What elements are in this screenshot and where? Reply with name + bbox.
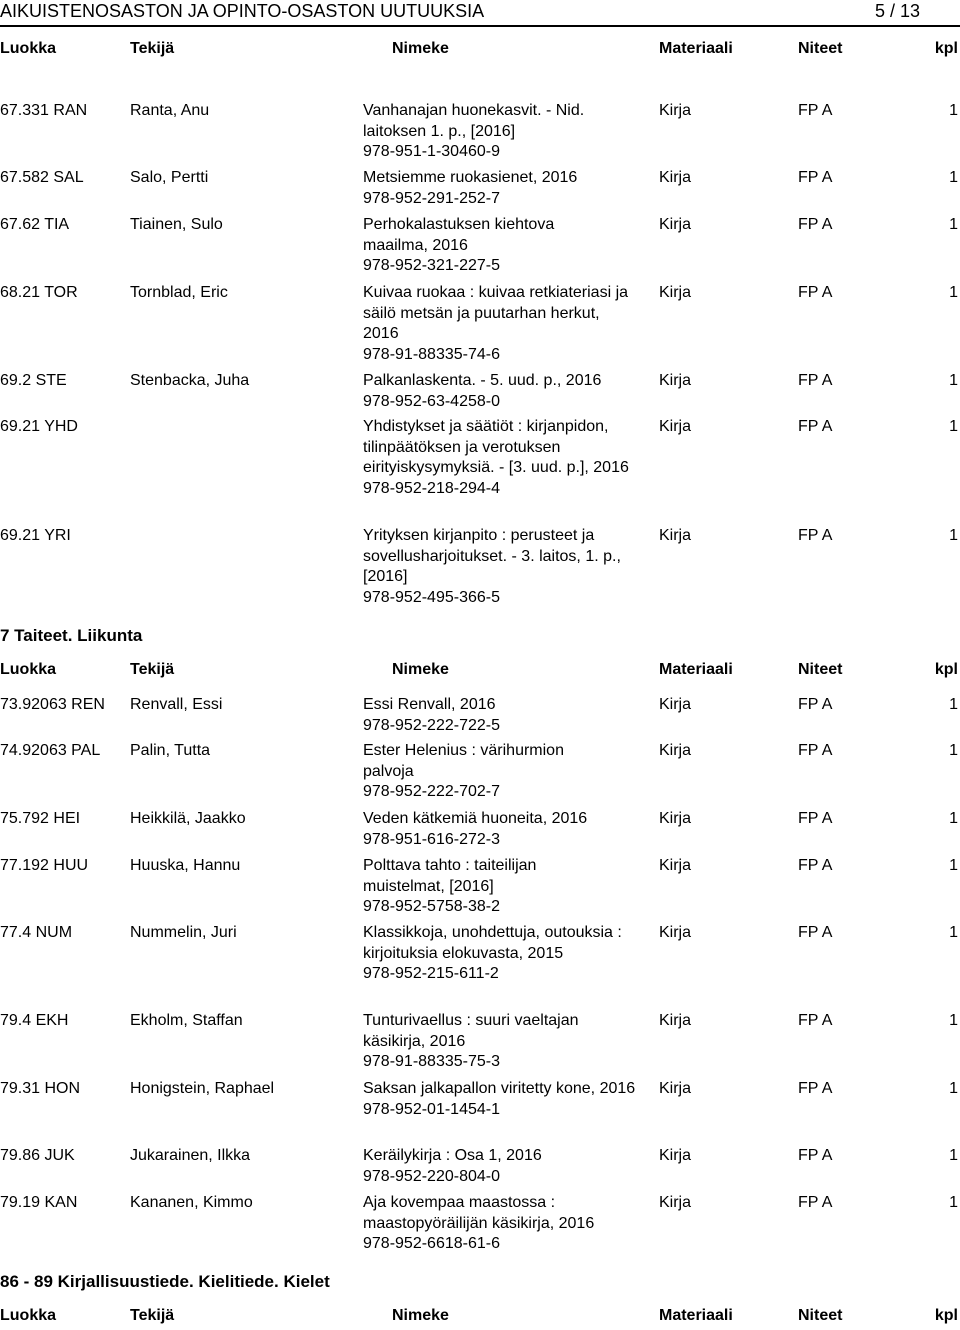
tekija-cell: Stenbacka, Juha: [130, 372, 250, 389]
col-luokka: Luokka: [0, 40, 57, 57]
title-text: Kuivaa ruokaa : kuivaa retkiateriasi ja säilö metsän ja puutarhan herkut, 2016: [363, 284, 629, 342]
isbn-text: 978-952-321-227-5: [363, 257, 500, 274]
materiaali-cell: Kirja: [659, 742, 692, 759]
materiaali-cell: Kirja: [659, 418, 692, 435]
isbn-text: 978-952-291-252-7: [363, 189, 500, 207]
materiaali-cell: Kirja: [659, 216, 692, 233]
page-header: [0, 0, 960, 24]
header-divider: [0, 25, 960, 27]
nimeke-cell: [363, 741, 653, 803]
luokka-cell: 73.92063 REN: [0, 696, 105, 713]
col-nimeke: Nimeke: [392, 40, 449, 57]
isbn-text: 978-952-215-611-2: [363, 965, 499, 982]
col-kpl: kpl: [934, 1307, 958, 1324]
col-tekija: Tekijä: [130, 1307, 175, 1324]
title-text: Yrityksen kirjanpito : perusteet ja sovellusharjoitukset. - 3. laitos, 1. p., [2016]: [363, 527, 621, 585]
kpl-cell: 1: [949, 284, 958, 301]
materiaali-cell: Kirja: [659, 102, 692, 119]
niteet-cell: FP A: [798, 418, 833, 435]
tekija-cell: Tiainen, Sulo: [130, 216, 223, 233]
materiaali-cell: Kirja: [659, 284, 692, 301]
nimeke-cell: [363, 371, 653, 412]
kpl-cell: 1: [949, 857, 958, 874]
tekija-cell: Renvall, Essi: [130, 696, 223, 713]
kpl-cell: 1: [949, 216, 958, 233]
niteet-cell: FP A: [798, 527, 833, 544]
isbn-text: 978-952-63-4258-0: [363, 392, 500, 410]
materiaali-cell: Kirja: [659, 169, 692, 186]
tekija-cell: Palin, Tutta: [130, 742, 211, 759]
col-materiaali: Materiaali: [659, 40, 733, 57]
nimeke-cell: [363, 417, 653, 499]
luokka-cell: 67.62 TIA: [0, 216, 70, 233]
isbn-text: 978-91-88335-74-6: [363, 345, 500, 363]
nimeke-cell: [363, 283, 653, 365]
luokka-cell: 68.21 TOR: [0, 284, 78, 301]
niteet-cell: FP A: [798, 810, 833, 827]
luokka-cell: 74.92063 PAL: [0, 742, 101, 759]
luokka-cell: 67.582 SAL: [0, 169, 84, 186]
kpl-cell: 1: [949, 1147, 958, 1164]
niteet-cell: FP A: [798, 1080, 833, 1097]
column-header-row: [0, 39, 960, 61]
tekija-cell: Heikkilä, Jaakko: [130, 810, 246, 827]
section-title: 86 - 89 Kirjallisuustiede. Kielitiede. Kielet: [0, 1272, 330, 1291]
nimeke-cell: [363, 1193, 653, 1255]
title-text: Vanhanajan huonekasvit. - Nid. laitoksen 1. p., [2016]: [363, 102, 585, 140]
kpl-cell: 1: [949, 696, 958, 713]
col-niteet: Niteet: [798, 661, 843, 678]
materiaali-cell: Kirja: [659, 810, 692, 827]
luokka-cell: 79.86 JUK: [0, 1147, 75, 1164]
title-text: Essi Renvall, 2016: [363, 696, 496, 713]
col-tekija: Tekijä: [130, 40, 175, 57]
luokka-cell: 77.4 NUM: [0, 924, 73, 941]
tekija-cell: Tornblad, Eric: [130, 284, 228, 301]
niteet-cell: FP A: [798, 284, 833, 301]
luokka-cell: 79.19 KAN: [0, 1194, 78, 1211]
tekija-cell: Honigstein, Raphael: [130, 1080, 275, 1097]
title-text: Tunturivaellus : suuri vaeltajan käsikirja, 2016: [363, 1012, 579, 1050]
title-text: Polttava tahto : taiteilijan muistelmat, [2016]: [363, 857, 537, 895]
nimeke-cell: [363, 1079, 653, 1120]
col-niteet: Niteet: [798, 40, 843, 57]
page-number: 5 / 13: [874, 1, 920, 21]
niteet-cell: FP A: [798, 102, 833, 119]
section-title: 7 Taiteet. Liikunta: [0, 626, 143, 645]
kpl-cell: 1: [949, 372, 958, 389]
luokka-cell: 67.331 RAN: [0, 102, 88, 119]
title-text: Perhokalastuksen kiehtova maailma, 2016: [363, 216, 555, 254]
niteet-cell: FP A: [798, 216, 833, 233]
materiaali-cell: Kirja: [659, 857, 692, 874]
materiaali-cell: Kirja: [659, 1147, 692, 1164]
tekija-cell: Jukarainen, Ilkka: [130, 1147, 251, 1164]
col-materiaali: Materiaali: [659, 1307, 733, 1324]
materiaali-cell: Kirja: [659, 527, 692, 544]
luokka-cell: 79.31 HON: [0, 1080, 81, 1097]
kpl-cell: 1: [949, 1194, 958, 1211]
col-luokka: Luokka: [0, 1307, 57, 1324]
nimeke-cell: [363, 695, 653, 736]
title-text: Keräilykirja : Osa 1, 2016: [363, 1147, 542, 1164]
column-header-row: [0, 660, 960, 682]
title-text: Saksan jalkapallon viritetty kone, 2016: [363, 1080, 636, 1097]
isbn-text: 978-951-616-272-3: [363, 830, 500, 848]
nimeke-cell: [363, 168, 653, 209]
isbn-text: 978-952-220-804-0: [363, 1167, 500, 1185]
nimeke-cell: [363, 526, 653, 608]
kpl-cell: 1: [949, 810, 958, 827]
col-tekija: Tekijä: [130, 661, 175, 678]
tekija-cell: Salo, Pertti: [130, 169, 209, 186]
luokka-cell: 79.4 EKH: [0, 1012, 69, 1029]
isbn-text: 978-952-222-702-7: [363, 783, 500, 800]
isbn-text: 978-952-6618-61-6: [363, 1235, 500, 1252]
luokka-cell: 69.21 YHD: [0, 418, 78, 435]
page-title: AIKUISTENOSASTON JA OPINTO-OSASTON UUTUUKSIA: [0, 1, 485, 21]
materiaali-cell: Kirja: [659, 696, 692, 713]
niteet-cell: FP A: [798, 372, 833, 389]
niteet-cell: FP A: [798, 1194, 833, 1211]
kpl-cell: 1: [949, 169, 958, 186]
isbn-text: 978-952-222-722-5: [363, 716, 500, 734]
title-text: Klassikkoja, unohdettuja, outouksia : kirjoituksia elokuvasta, 2015: [363, 924, 622, 962]
luokka-cell: 75.792 HEI: [0, 810, 81, 827]
col-materiaali: Materiaali: [659, 661, 733, 678]
niteet-cell: FP A: [798, 169, 833, 186]
nimeke-cell: [363, 856, 653, 918]
title-text: Palkanlaskenta. - 5. uud. p., 2016: [363, 372, 602, 389]
luokka-cell: 69.21 YRI: [0, 527, 71, 544]
isbn-text: 978-952-218-294-4: [363, 479, 500, 497]
materiaali-cell: Kirja: [659, 1194, 692, 1211]
column-header-row: [0, 1306, 960, 1328]
luokka-cell: 77.192 HUU: [0, 857, 89, 874]
materiaali-cell: Kirja: [659, 1080, 692, 1097]
isbn-text: 978-91-88335-75-3: [363, 1053, 500, 1070]
niteet-cell: FP A: [798, 742, 833, 759]
col-kpl: kpl: [934, 661, 958, 678]
luokka-cell: 69.2 STE: [0, 372, 67, 389]
col-niteet: Niteet: [798, 1307, 843, 1324]
isbn-text: 978-952-01-1454-1: [363, 1100, 500, 1118]
niteet-cell: FP A: [798, 1012, 833, 1029]
tekija-cell: Kananen, Kimmo: [130, 1194, 253, 1211]
tekija-cell: Ekholm, Staffan: [130, 1012, 243, 1029]
nimeke-cell: [363, 809, 653, 850]
kpl-cell: 1: [949, 924, 958, 941]
nimeke-cell: [363, 215, 653, 277]
niteet-cell: FP A: [798, 857, 833, 874]
kpl-cell: 1: [949, 1012, 958, 1029]
title-text: Yhdistykset ja säätiöt : kirjanpidon, tilinpäätöksen ja verotuksen eirityiskysymyksiä. - [3. uud. p.], 2016: [363, 418, 629, 476]
nimeke-cell: [363, 1011, 653, 1073]
tekija-cell: Nummelin, Juri: [130, 924, 237, 941]
tekija-cell: Ranta, Anu: [130, 102, 210, 119]
kpl-cell: 1: [949, 418, 958, 435]
kpl-cell: 1: [949, 102, 958, 119]
materiaali-cell: Kirja: [659, 372, 692, 389]
col-nimeke: Nimeke: [392, 1307, 449, 1324]
isbn-text: 978-952-5758-38-2: [363, 898, 500, 915]
nimeke-cell: [363, 1146, 653, 1187]
kpl-cell: 1: [949, 527, 958, 544]
col-nimeke: Nimeke: [392, 661, 449, 678]
niteet-cell: FP A: [798, 696, 833, 713]
materiaali-cell: Kirja: [659, 1012, 692, 1029]
niteet-cell: FP A: [798, 1147, 833, 1164]
nimeke-cell: [363, 923, 653, 985]
title-text: Ester Helenius : värihurmion palvoja: [363, 742, 564, 780]
isbn-text: 978-952-495-366-5: [363, 588, 500, 606]
kpl-cell: 1: [949, 1080, 958, 1097]
tekija-cell: Huuska, Hannu: [130, 857, 241, 874]
kpl-cell: 1: [949, 742, 958, 759]
isbn-text: 978-951-1-30460-9: [363, 143, 500, 160]
title-text: Veden kätkemiä huoneita, 2016: [363, 810, 588, 827]
title-text: Aja kovempaa maastossa : maastopyöräilijän käsikirja, 2016: [363, 1194, 595, 1232]
col-kpl: kpl: [934, 40, 958, 57]
title-text: Metsiemme ruokasienet, 2016: [363, 169, 578, 186]
niteet-cell: FP A: [798, 924, 833, 941]
materiaali-cell: Kirja: [659, 924, 692, 941]
col-luokka: Luokka: [0, 661, 57, 678]
nimeke-cell: [363, 101, 653, 163]
